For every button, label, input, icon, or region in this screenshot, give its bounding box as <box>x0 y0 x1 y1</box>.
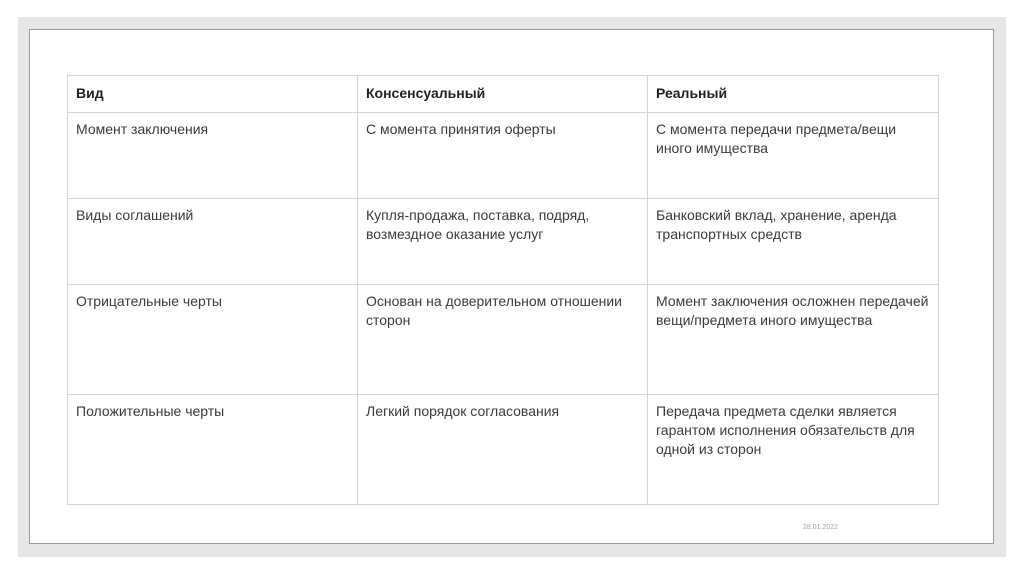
table-cell: Положительные черты <box>68 395 358 505</box>
table-row <box>68 285 939 395</box>
table-cell: Основан на доверительном отношении сторон <box>358 285 648 395</box>
table-cell: Момент заключения <box>68 113 358 199</box>
table-cell: Банковский вклад, хранение, аренда транспортных средств <box>648 199 939 285</box>
slide-background <box>18 17 1006 557</box>
header-consensual: Консенсуальный <box>358 76 648 113</box>
table-cell: Виды соглашений <box>68 199 358 285</box>
table-header-row <box>68 76 939 113</box>
slide-date: 28.01.2022 <box>803 524 839 531</box>
table-row <box>68 199 939 285</box>
table-cell: Момент заключения осложнен передачей вещи/предмета иного имущества <box>648 285 939 395</box>
header-vid: Вид <box>68 76 358 113</box>
table-cell: С момента принятия оферты <box>358 113 648 199</box>
table-cell: Передача предмета сделки является гарантом исполнения обязательств для одной из сторон <box>648 395 939 505</box>
slide <box>29 29 994 544</box>
table-cell: Легкий порядок согласования <box>358 395 648 505</box>
comparison-table <box>67 75 939 505</box>
table-row <box>68 395 939 505</box>
table-row <box>68 113 939 199</box>
header-real: Реальный <box>648 76 939 113</box>
table-cell: Купля-продажа, поставка, подряд, возмездное оказание услуг <box>358 199 648 285</box>
table-cell: Отрицательные черты <box>68 285 358 395</box>
table-cell: С момента передачи предмета/вещи иного имущества <box>648 113 939 199</box>
